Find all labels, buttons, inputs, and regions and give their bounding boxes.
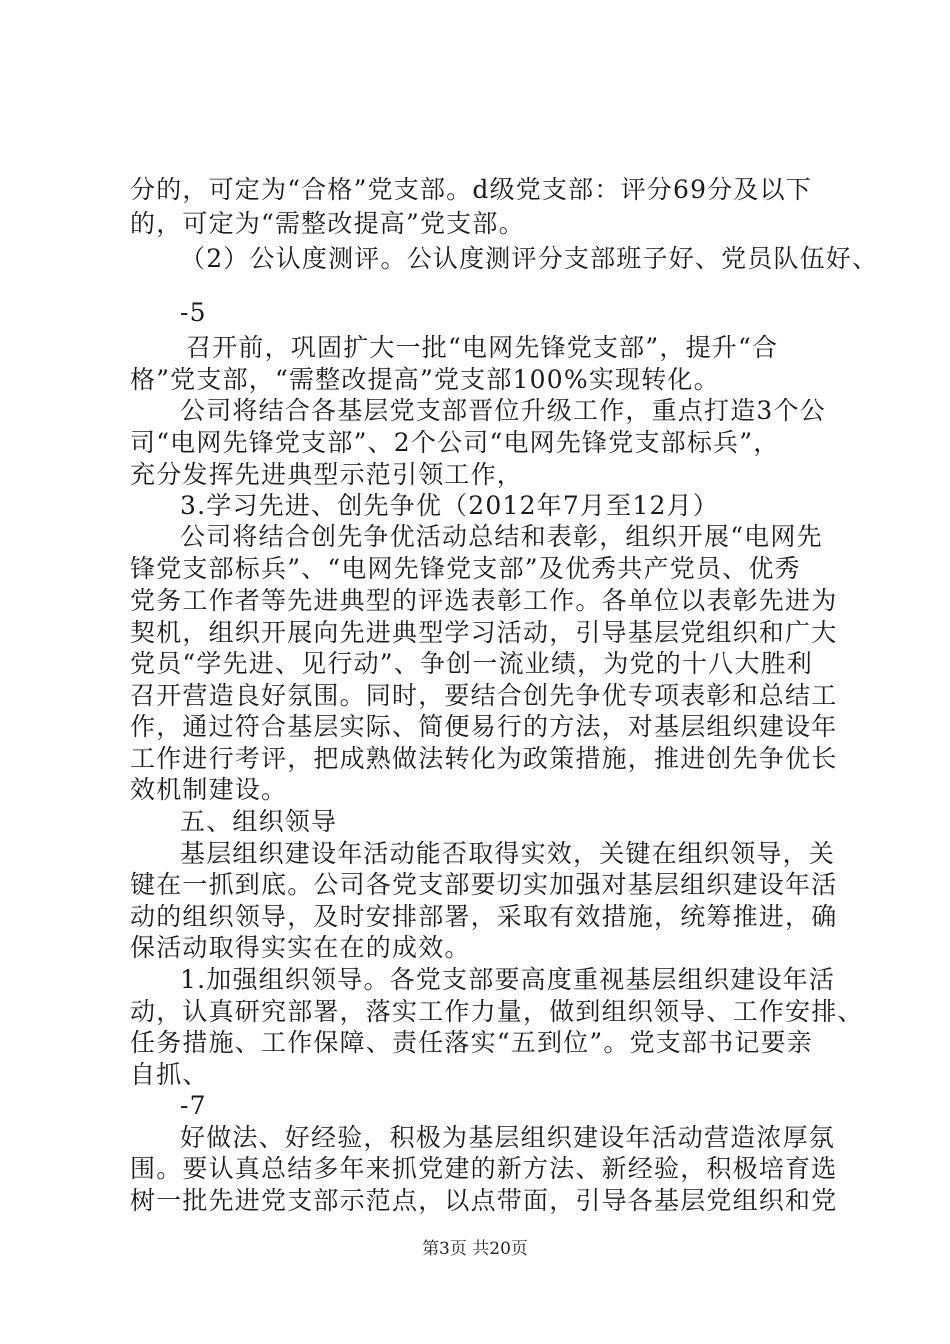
body-text-line: 党员“学先进、见行动”、争创一流业绩，为党的十八大胜利	[130, 649, 813, 678]
page-marker: -7	[180, 1091, 207, 1120]
page-footer: 第3页 共20页	[422, 1239, 528, 1259]
body-text-line: 自抓、	[130, 1060, 209, 1089]
body-text-line: 保活动取得实实在在的成效。	[130, 933, 471, 962]
body-text-line: 好做法、好经验，积极为基层组织建设年活动营造浓厚氛	[180, 1123, 836, 1152]
body-text-line: 分的，可定为“合格”党支部。d级党支部：评分69分及以下	[130, 175, 812, 204]
body-text-line: 公司将结合各基层党支部晋位升级工作，重点打造3个公	[180, 396, 826, 425]
body-text-line: 动，认真研究部署，落实工作力量，做到组织领导、工作安排、	[130, 997, 864, 1026]
body-text-line: 召开营造良好氛围。同时，要结合创先争优专项表彰和总结工	[130, 681, 838, 710]
body-text-line: 基层组织建设年活动能否取得实效，关键在组织领导，关	[180, 839, 836, 868]
body-text-line: 锋党支部标兵”、“电网先锋党支部”及优秀共产党员、优秀	[130, 554, 801, 583]
body-text-line: 党务工作者等先进典型的评选表彰工作。各单位以表彰先进为	[130, 586, 838, 615]
section-heading: 3.学习先进、创先争优（2012年7月至12月）	[180, 491, 719, 520]
body-text-line: 公司将结合创先争优活动总结和表彰，组织开展“电网先	[180, 522, 823, 551]
body-text-line: 树一批先进党支部示范点，以点带面，引导各基层党组织和党	[130, 1186, 838, 1215]
body-text-line: 格”党支部，“需整改提高”党支部100%实现转化。	[130, 365, 720, 394]
body-text-line: 充分发挥先进典型示范引领工作，	[130, 460, 524, 489]
body-text-line: 效机制建设。	[130, 775, 288, 804]
section-heading: 五、组织领导	[180, 807, 338, 836]
body-text-line: 契机，组织开展向先进典型学习活动，引导基层党组织和广大	[130, 618, 838, 647]
body-text-line: 召开前，巩固扩大一批“电网先锋党支部”，提升“合	[186, 333, 779, 362]
body-text-line: （2）公认度测评。公认度测评分支部班子好、党员队伍好、	[180, 244, 879, 273]
body-text-line: 作，通过符合基层实际、简便易行的方法，对基层组织建设年	[130, 712, 838, 741]
body-text-line: 1.加强组织领导。各党支部要高度重视基层组织建设年活	[180, 965, 836, 994]
body-text-line: 围。要认真总结多年来抓党建的新方法、新经验，积极培育选	[130, 1154, 838, 1183]
body-text-line: 的，可定为“需整改提高”党支部。	[130, 209, 525, 238]
page-marker: -5	[180, 298, 207, 327]
body-text-line: 动的组织领导，及时安排部署，采取有效措施，统筹推进，确	[130, 902, 838, 931]
body-text-line: 司“电网先锋党支部”、2个公司“电网先锋党支部标兵”，	[130, 428, 780, 457]
body-text-line: 任务措施、工作保障、责任落实“五到位”。党支部书记要亲	[130, 1028, 813, 1057]
body-text-line: 键在一抓到底。公司各党支部要切实加强对基层组织建设年活	[130, 870, 838, 899]
body-text-line: 工作进行考评，把成熟做法转化为政策措施，推进创先争优长	[130, 744, 838, 773]
